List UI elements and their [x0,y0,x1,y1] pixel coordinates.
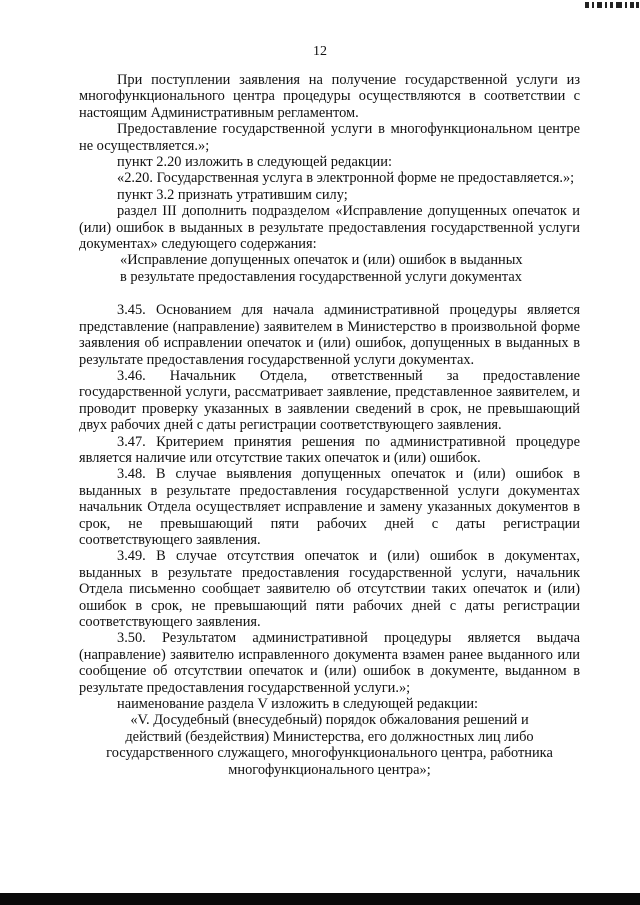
paragraph: При поступлении заявления на получение государственной услуги из многофункционального центра процедуры осуществляются в соответствии с настоящим Административным регламентом. [79,72,580,121]
clause: 3.50. Результатом административной процедуры является выдача (направление) заявителю исправленного документа взамен ранее выданного или сообщение об отсутствии опечаток и (или) ошибок в документе, выданном в результате предоставления государственной услуги.»; [79,630,580,696]
clause: 3.48. В случае выявления допущенных опечаток и (или) ошибок в выданных в результате предоставления государственной услуги документах начальник Отдела осуществляет исправление и замену указанных документов в срок, не превышающий пяти рабочих дней с даты регистрации соответствующего заявления. [79,466,580,548]
section-title-line: государственного служащего, многофункционального центра, работника [106,745,553,762]
paragraph: пункт 2.20 изложить в следующей редакции: [117,154,392,171]
clause: 3.46. Начальник Отдела, ответственный за предоставление государственной услуги, рассматривает заявление, представленное заявителем, и проводит проверку указанных в заявлении сведений в срок, не превышающий двух рабочих дней с даты регистрации соответствующего заявления. [79,367,580,434]
section-title-line: действий (бездействия) Министерства, его должностных лиц либо [125,728,534,745]
paragraph: Предоставление государственной услуги в многофункциональном центре не осуществляется.»; [79,121,580,154]
section-title-line: многофункционального центра»; [228,761,431,778]
clause: 3.49. В случае отсутствия опечаток и (или) ошибок в документах, выданных в результате предоставления государственной услуги, начальник Отдела письменно сообщает заявителю об отсутствии таких опечаток и (или) ошибок в срок, не превышающий пяти рабочих дней с даты регистрации соответствующего заявления. [79,548,580,630]
section-title-line: «V. Досудебный (внесудебный) порядок обжалования решений и [130,712,529,729]
page-number: 12 [313,44,327,59]
paragraph: раздел III дополнить подразделом «Исправление допущенных опечаток и (или) ошибок в выданных в результате предоставления государственной услуги документах» следующего содержания: [79,203,580,253]
clause: наименование раздела V изложить в следующей редакции: [117,696,479,713]
document-body [79,72,580,778]
scan-artifact-bottom [0,893,640,905]
subsection-heading-line: «Исправление допущенных опечаток и (или) ошибок в выданных [120,252,523,269]
scan-artifact-top [585,0,640,10]
paragraph: пункт 3.2 признать утратившим силу; [117,186,348,203]
subsection-heading-line: в результате предоставления государственной услуги документах [120,268,522,285]
clause: 3.47. Критерием принятия решения по административной процедуре является наличие или отсутствие таких опечаток и (или) ошибок. [79,433,580,466]
clause: 3.45. Основанием для начала административной процедуры является представление (направление) заявителем в Министерство в произвольной форме заявления об исправлении опечаток и (или) ошибок, допущенных в выданных в результате предоставления государственной услуги документах. [79,302,580,368]
paragraph: «2.20. Государственная услуга в электронной форме не предоставляется.»; [117,170,575,187]
